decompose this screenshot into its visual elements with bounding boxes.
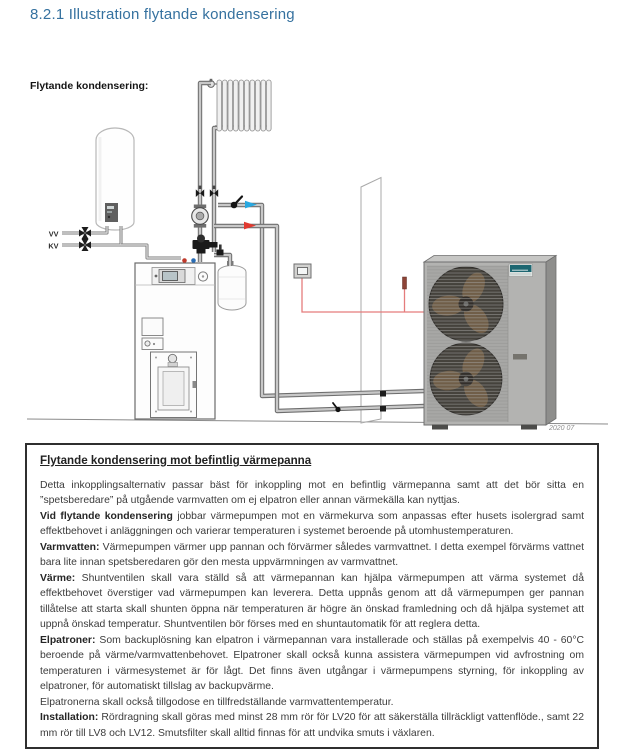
outdoor-sensor bbox=[403, 277, 407, 289]
infobox-paragraph: Elpatronerna skall också tillgodose en tillfredställande varmvattentemperatur. bbox=[40, 696, 394, 708]
wall bbox=[361, 178, 381, 424]
vv-label: VV bbox=[48, 229, 59, 239]
hot-flow-arrow-icon bbox=[244, 222, 256, 230]
boiler-cold-port bbox=[191, 258, 196, 263]
page-title: 8.2.1 Illustration flytande kondensering bbox=[30, 6, 295, 23]
rating-label bbox=[513, 354, 527, 360]
system-diagram bbox=[0, 30, 619, 442]
brand-logo bbox=[509, 264, 533, 277]
kv-label: KV bbox=[48, 241, 59, 251]
cold-flow-arrow-icon bbox=[245, 201, 257, 209]
system-pipes bbox=[200, 83, 424, 411]
infobox-paragraph: Elpatroner: Som backuplösning kan elpatron i värmepannan vara installerade och ställas på exempelvis 40 - 60°C beroende på värme/varmvattenbehovet. Elpatroner skall också kunna assistera värmepumpen vid avfrostning om temperaturen i värmesystemet är för lågt. Det finns även utgångar i värmepumpens styrning, för inkoppling av elpatroner, för automatiskt tillslag av backupvärme. bbox=[40, 634, 584, 692]
circulation-pump bbox=[192, 205, 209, 228]
control-wiring bbox=[294, 264, 424, 312]
safety-valve-icon bbox=[217, 245, 224, 256]
diagram-caption: 2020 07 bbox=[549, 425, 575, 432]
radiator bbox=[208, 79, 272, 131]
boiler-upper-door bbox=[142, 318, 163, 336]
tap-water-valve-icon bbox=[79, 227, 91, 239]
diagram-label: Flytande kondensering: bbox=[30, 80, 149, 92]
tank-label bbox=[105, 203, 118, 222]
boiler-burner-door bbox=[151, 352, 197, 418]
tap-water-valve-icon bbox=[79, 239, 91, 251]
tap-water-pipes bbox=[48, 226, 181, 258]
room-controller bbox=[294, 264, 311, 278]
infobox-paragraph: Varmvatten: Värmepumpen värmer upp pannan och förvärmer således varmvattnet. I detta exempel förvärms vattnet bara lite innan spetsberedaren gör den mesta uppvärmningen av varmvattnet. bbox=[40, 541, 584, 568]
boiler-hot-port bbox=[182, 258, 187, 263]
boiler bbox=[135, 258, 215, 419]
infobox-title: Flytande kondensering mot befintlig värmepanna bbox=[40, 454, 312, 467]
infobox-paragraph: Installation: Rördragning skall göras med minst 28 mm rör för LV20 för att säkerställa tillräckligt vattenflöde., samt 22 mm rör till LV8 och LV12. Smutsfilter skall alltid finnas för att undvika smuts i växlaren. bbox=[40, 712, 584, 739]
boiler-display bbox=[163, 272, 178, 281]
heat-pump-unit bbox=[424, 256, 556, 430]
expansion-vessel bbox=[218, 261, 246, 310]
infobox-paragraph: Värme: Shuntventilen skall vara ställd så att värmepannan kan hjälpa värmepumpen att värma systemet då effektbehovet överstiger vad värmepumpen kan leverera. Detta uppnås genom att då värmepumpen ger pannan tillåtelse att starta skall shunten öppna när temperaturen är högre än önskad framledning och då hjälpa systemet att uppnå önskad temperatur. Shuntventilen bör förses med en shuntautomatik för att reglera detta. bbox=[40, 572, 584, 630]
infobox-paragraph: Vid flytande kondensering jobbar värmepumpen mot en värmekurva som anpassas efter husets isolergrad samt effektbehovet i anläggningen och varierar temperaturen i systemet beroende på utomhustemperaturen. bbox=[40, 510, 584, 537]
infobox-paragraphs bbox=[40, 478, 584, 742]
info-box bbox=[25, 443, 599, 749]
system-diagram-svg bbox=[0, 30, 619, 442]
hot-water-tank bbox=[96, 128, 134, 230]
infobox-paragraph: Detta inkopplingsalternativ passar bäst för inkoppling mot en befintlig värmepanna samt att det bör sitta en ”spetsberedare” på utgående varmvatten om ej elpatron eller annan värmekälla kan nyttjas. bbox=[40, 479, 584, 506]
